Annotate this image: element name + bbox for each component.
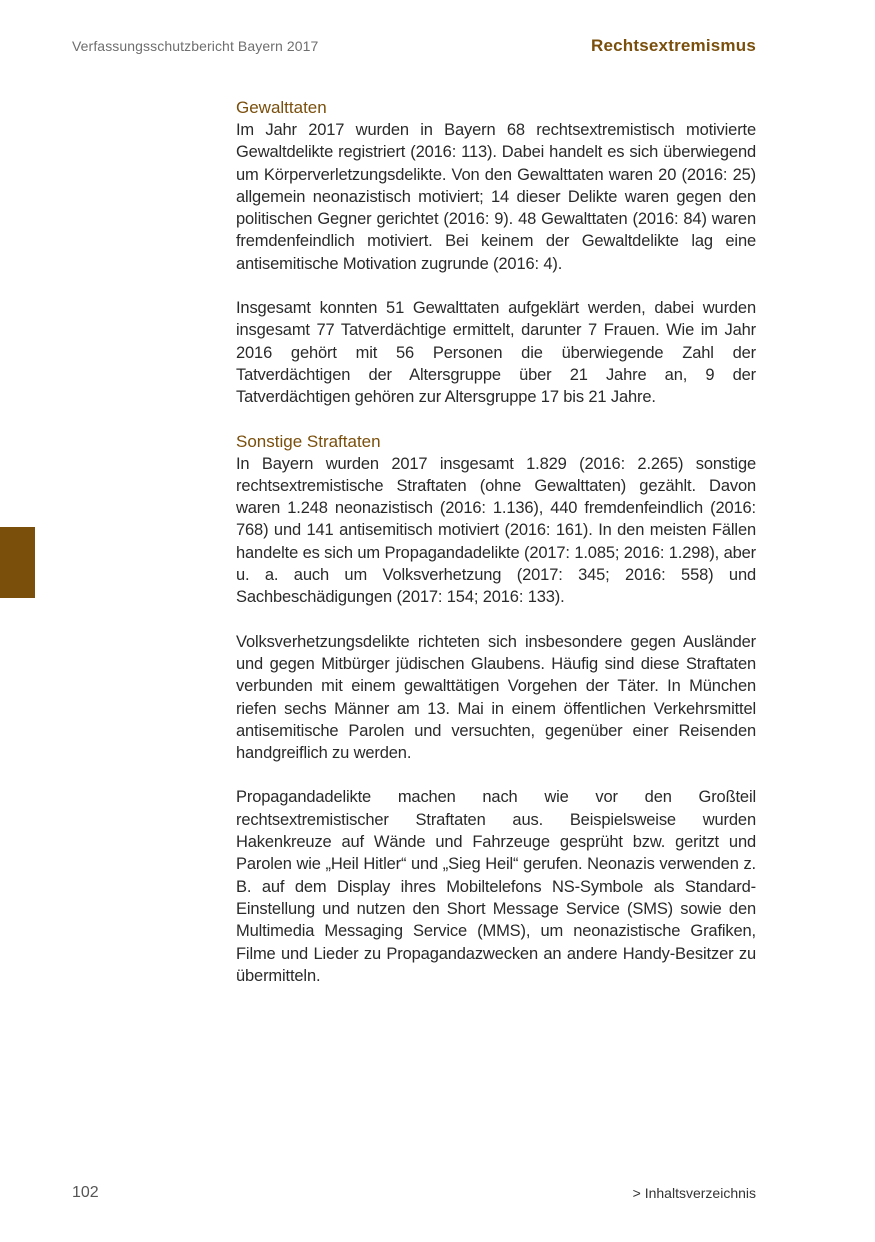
main-content [236,97,756,987]
chapter-marker-tab [0,527,35,598]
section-title-gewalttaten: Gewalttaten [236,98,327,117]
paragraph: Propagandadelikte machen nach wie vor den Großteil rechtsextremistischer Straftaten aus. Beispielsweise wurden Hakenkreuze auf Wände und Fahrzeuge gesprüht bzw. geritzt und Parolen wie „Heil Hitler“ und „Sieg Heil“ gerufen. Neonazis verwenden z. B. auf dem Display ihres Mobiltelefons NS-Symbole als Standard-Einstellung und nutzen den Short Message Service (SMS) sowie den Multimedia Messaging Service (MMS), um neonazistische Grafiken, Filme und Lieder zu Propagandazwecken an andere Handy-Besitzer zu übermitteln. [236,788,756,985]
table-of-contents-link[interactable]: > Inhaltsverzeichnis [632,1185,756,1201]
chapter-title: Rechtsextremismus [591,36,756,55]
paragraph: In Bayern wurden 2017 insgesamt 1.829 (2016: 2.265) sonstige rechtsextremistische Straftaten (ohne Gewalttaten) gezählt. Davon waren 1.248 neonazistisch (2016: 1.136), 440 fremdenfeindlich (2016: 768) und 141 antisemitisch motiviert (2016: 161). In den meisten Fällen handelte es sich um Propagandadelikte (2017: 1.085; 2016: 1.298), aber u. a. auch um Volksverhetzung (2017: 345; 2016: 558) und Sachbeschädigungen (2017: 154; 2016: 133). [236,454,756,607]
paragraph: Volksverhetzungsdelikte richteten sich insbesondere gegen Ausländer und gegen Mitbürger jüdischen Glaubens. Häufig sind diese Straftaten verbunden mit einem gewalttätigen Vorgehen der Täter. In München riefen sechs Männer am 13. Mai in einem öffentlichen Verkehrsmittel antisemitische Parolen und versuchten, gegenüber einer Reisenden handgreiflich zu werden. [236,632,756,763]
paragraph: Insgesamt konnten 51 Gewalttaten aufgeklärt werden, dabei wurden insgesamt 77 Tatverdächtige ermittelt, darunter 7 Frauen. Wie im Jahr 2016 gehört mit 56 Personen die überwiegende Zahl der Tatverdächtigen der Altersgruppe über 21 Jahre an, 9 der Tatverdächtigen gehören zur Altersgruppe 17 bis 21 Jahre. [236,299,756,407]
section-title-sonstige-straftaten: Sonstige Straftaten [236,431,381,451]
publication-title: Verfassungsschutzbericht Bayern 2017 [72,38,319,54]
paragraph: Im Jahr 2017 wurden in Bayern 68 rechtsextremistisch motivierte Gewaltdelikte registriert (2016: 113). Dabei handelt es sich überwiegend um Körperverletzungsdelikte. Von den Gewalttaten waren 20 (2016: 25) allgemein neonazistisch motiviert; 14 dieser Delikte waren gegen den politischen Gegner gerichtet (2016: 9). 48 Gewalttaten (2016: 84) waren fremdenfeindlich motiviert. Bei keinem der Gewaltdelikte lag eine antisemitische Motivation zugrunde (2016: 4). [236,121,756,273]
page-number: 102 [72,1184,99,1201]
